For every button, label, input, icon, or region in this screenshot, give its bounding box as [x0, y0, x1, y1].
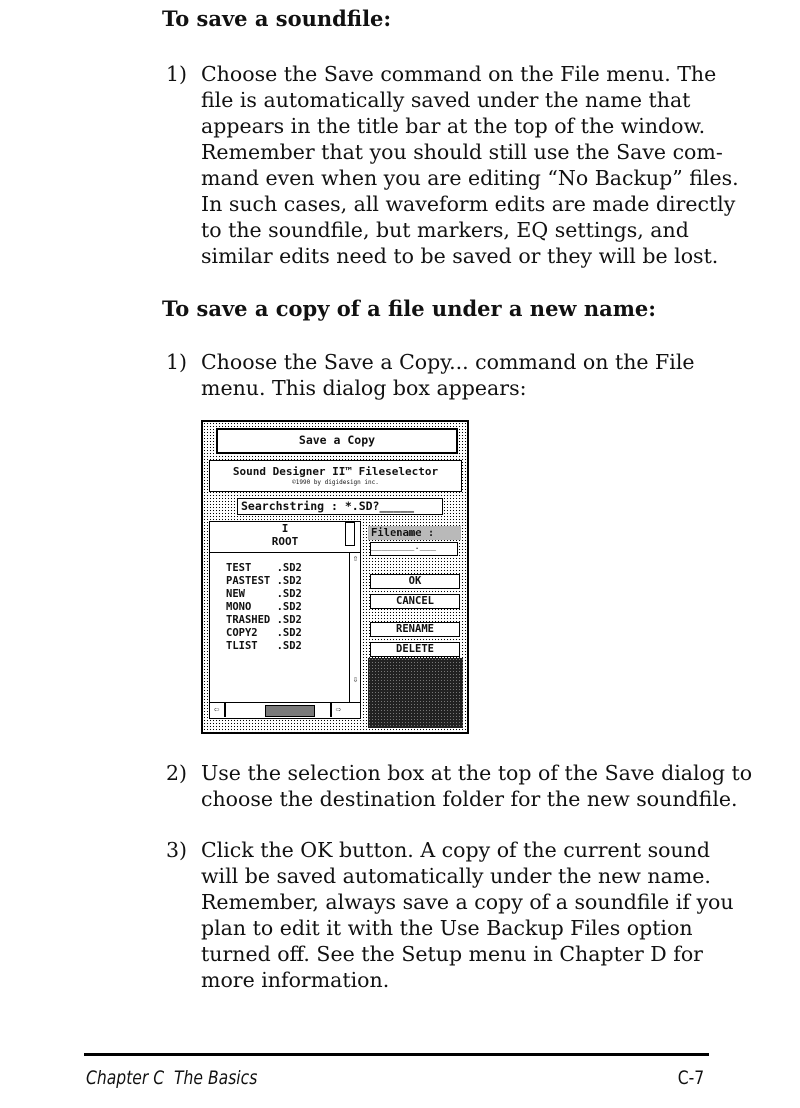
page-number: C-7	[677, 1067, 704, 1089]
save-a-copy-dialog	[201, 420, 469, 734]
step-line: Choose the Save a Copy... command on the File	[201, 350, 695, 374]
step-line: appears in the title bar at the top of the window.	[201, 114, 706, 138]
step-line: menu. This dialog box appears:	[201, 376, 527, 400]
step-line: choose the destination folder for the new soundfile.	[201, 787, 738, 811]
fileselector-title: Sound Designer II™ Fileselector	[232, 465, 439, 478]
file-entries	[226, 562, 302, 653]
scroll-thumb[interactable]	[265, 705, 315, 717]
step-number: 2)	[166, 761, 188, 785]
footer-rule	[84, 1053, 709, 1056]
step-line: Use the selection box at the top of the Save dialog to	[201, 761, 753, 785]
step-number: 3)	[166, 838, 188, 862]
step-line: plan to edit it with the Use Backup Files option	[201, 916, 693, 940]
list-item[interactable]: TLIST .SD2	[226, 640, 302, 652]
scroll-up-arrow-icon[interactable]: ⇧	[352, 554, 359, 564]
step-line: turned off. See the Setup menu in Chapter D for	[201, 942, 703, 966]
list-item[interactable]: TRASHED .SD2	[226, 614, 302, 626]
filename-label: Filename :	[368, 526, 461, 540]
file-list[interactable]	[209, 521, 361, 719]
step-line: to the soundfile, but markers, EQ settings, and	[201, 218, 689, 242]
list-item[interactable]: TEST .SD2	[226, 562, 302, 574]
horizontal-scrollbar[interactable]	[209, 702, 361, 719]
vertical-scrollbar[interactable]	[349, 552, 362, 718]
step-line: Remember, always save a copy of a soundfile if you	[201, 890, 734, 914]
list-item[interactable]: MONO .SD2	[226, 601, 302, 613]
list-top-marker: I	[281, 522, 289, 535]
delete-button[interactable]: DELETE	[370, 642, 460, 657]
step-number: 1)	[166, 62, 188, 86]
dialog-title: Save a Copy	[216, 428, 458, 454]
step-line: similar edits need to be saved or they will be lost.	[201, 244, 719, 268]
list-item[interactable]: NEW .SD2	[226, 588, 302, 600]
filename-input[interactable]: ________.___	[370, 542, 458, 556]
step-line: Choose the Save command on the File menu. The	[201, 62, 717, 86]
scroll-right-arrow-icon[interactable]: ⇨	[335, 705, 342, 715]
folder-name: ROOT	[271, 535, 299, 548]
step-line: file is automatically saved under the name that	[201, 88, 691, 112]
side-ruler-icon	[345, 522, 355, 546]
list-item[interactable]: COPY2 .SD2	[226, 627, 302, 639]
cancel-button[interactable]: CANCEL	[370, 594, 460, 609]
step-line: Remember that you should still use the Save com-	[201, 140, 723, 164]
step-line: more information.	[201, 968, 390, 992]
step-number: 1)	[166, 350, 188, 374]
footer-chapter: Chapter C The Basics	[86, 1067, 258, 1089]
rename-button[interactable]: RENAME	[370, 622, 460, 637]
scroll-down-arrow-icon[interactable]: ⇩	[352, 675, 359, 685]
section-heading-save-copy: To save a copy of a file under a new name:	[162, 296, 657, 321]
fileselector-header	[209, 460, 462, 492]
scroll-left-arrow-icon[interactable]: ⇦	[213, 705, 220, 715]
folder-selector[interactable]	[210, 522, 360, 553]
section-heading-save-soundfile: To save a soundfile:	[162, 6, 392, 31]
list-item[interactable]: PASTEST .SD2	[226, 575, 302, 587]
ok-button[interactable]: OK	[370, 574, 460, 589]
step-line: mand even when you are editing “No Backup” files.	[201, 166, 739, 190]
step-line: will be saved automatically under the new name.	[201, 864, 711, 888]
step-line: In such cases, all waveform edits are made directly	[201, 192, 736, 216]
status-panel	[368, 658, 463, 728]
searchstring-field[interactable]: Searchstring : *.SD?_____	[237, 498, 443, 515]
copyright-text: ©1990 by digidesign inc.	[292, 479, 379, 486]
step-line: Click the OK button. A copy of the current sound	[201, 838, 710, 862]
